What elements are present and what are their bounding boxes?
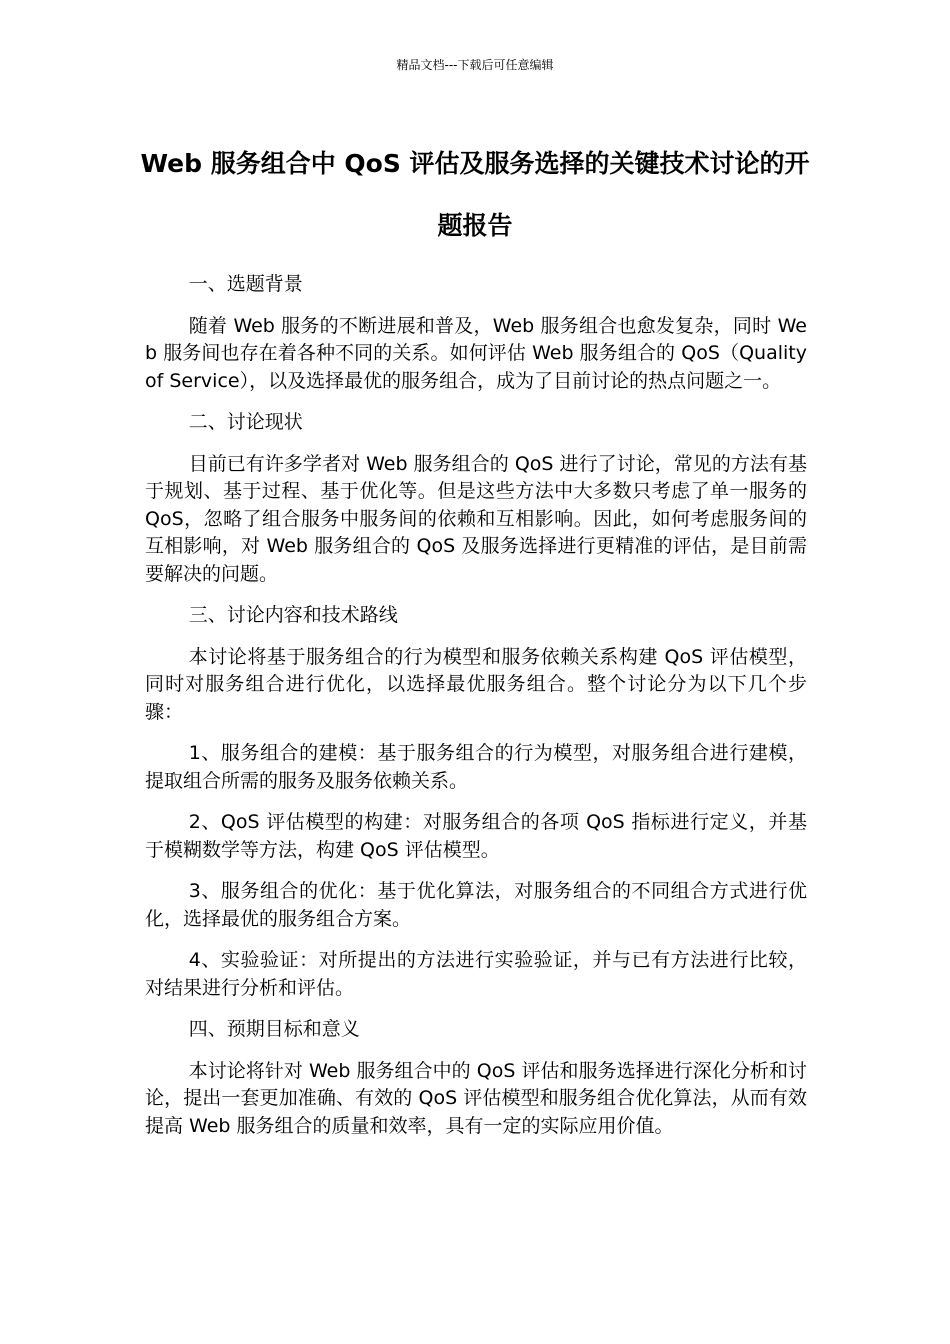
- paragraph: 目前已有许多学者对 Web 服务组合的 QoS 进行了讨论，常见的方法有基于规划、基于过程、基于优化等。但是这些方法中大多数只考虑了单一服务的 QoS，忽略了组合服务中服务间的依赖和互相影响。因此，如何考虑服务间的互相影响，对 Web 服务组合的 QoS 及服务选择进行更精准的评估，是目前需要解决的问题。: [145, 452, 807, 585]
- list-item: 3、服务组合的优化：基于优化算法，对服务组合的不同组合方式进行优化，选择最优的服务组合方案。: [145, 880, 807, 930]
- section-heading: 一、选题背景: [188, 273, 303, 295]
- list-item: 4、实验验证：对所提出的方法进行实验验证，并与已有方法进行比较，对结果进行分析和评估。: [145, 949, 807, 999]
- list-item: 1、服务组合的建模：基于服务组合的行为模型，对服务组合进行建模，提取组合所需的服务及服务依赖关系。: [145, 742, 807, 792]
- paragraph: 随着 Web 服务的不断进展和普及，Web 服务组合也愈发复杂，同时 Web 服务间也存在着各种不同的关系。如何评估 Web 服务组合的 QoS（Quality of Service），以及选择最优的服务组合，成为了目前讨论的热点问题之一。: [145, 314, 807, 392]
- paragraph: 本讨论将针对 Web 服务组合中的 QoS 评估和服务选择进行深化分析和讨论，提出一套更加准确、有效的 QoS 评估模型和服务组合优化算法，从而有效提高 Web 服务组合的质量和效率，具有一定的实际应用价值。: [145, 1059, 807, 1137]
- document-body: [145, 271, 807, 1154]
- paragraph: 本讨论将基于服务组合的行为模型和服务依赖关系构建 QoS 评估模型，同时对服务组合进行优化，以选择最优服务组合。整个讨论分为以下几个步骤：: [145, 645, 807, 723]
- document-title: Web 服务组合中 QoS 评估及服务选择的关键技术讨论的开题报告: [140, 149, 810, 240]
- section-heading: 四、预期目标和意义: [188, 1018, 360, 1040]
- list-item: 2、QoS 评估模型的构建：对服务组合的各项 QoS 指标进行定义，并基于模糊数学等方法，构建 QoS 评估模型。: [145, 811, 807, 861]
- section-heading: 三、讨论内容和技术路线: [188, 604, 398, 626]
- section-heading: 二、讨论现状: [188, 411, 303, 433]
- page-header: 精品文档---下载后可任意编辑: [396, 58, 554, 72]
